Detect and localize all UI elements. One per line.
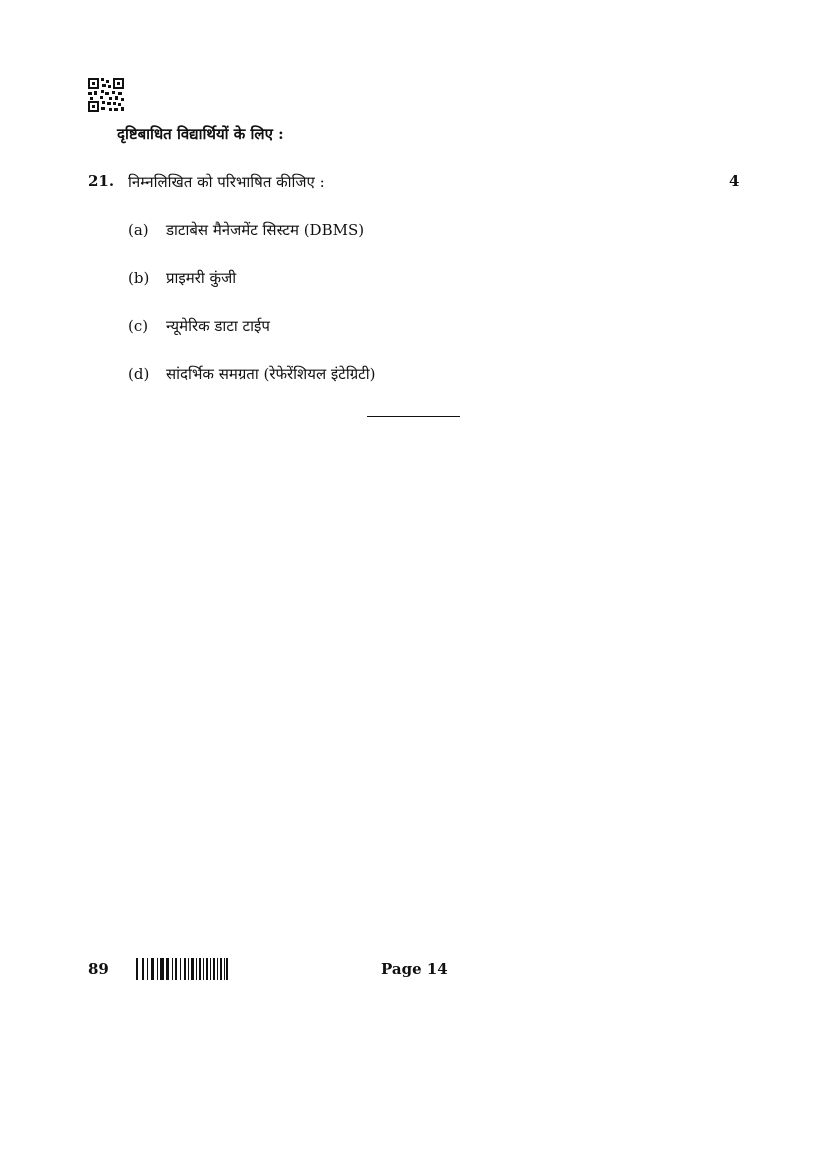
option-d (128, 364, 375, 384)
qr-code-icon (88, 78, 124, 112)
option-label: (b) (128, 269, 150, 287)
page-number: Page 14 (381, 960, 448, 978)
option-text: प्राइमरी कुंजी (166, 269, 237, 287)
option-label: (c) (128, 317, 149, 335)
paper-code: 89 (88, 960, 109, 978)
option-a (128, 220, 364, 240)
section-note: दृष्टिबाधित विद्यार्थियों के लिए : (117, 125, 284, 143)
question-number: 21. (88, 172, 115, 190)
option-b (128, 268, 236, 288)
option-text: सांदर्भिक समग्रता (रेफेरेंशियल इंटेग्रिटी) (166, 365, 376, 383)
question-text: निम्नलिखित को परिभाषित कीजिए : (128, 173, 325, 191)
option-label: (d) (128, 365, 150, 383)
option-label: (a) (128, 221, 149, 239)
end-of-questions-rule (367, 416, 460, 417)
option-c (128, 316, 270, 336)
option-text: न्यूमेरिक डाटा टाईप (166, 317, 270, 335)
option-text: डाटाबेस मैनेजमेंट सिस्टम (DBMS) (166, 221, 365, 239)
barcode-icon (136, 958, 228, 980)
question-marks: 4 (729, 172, 740, 190)
